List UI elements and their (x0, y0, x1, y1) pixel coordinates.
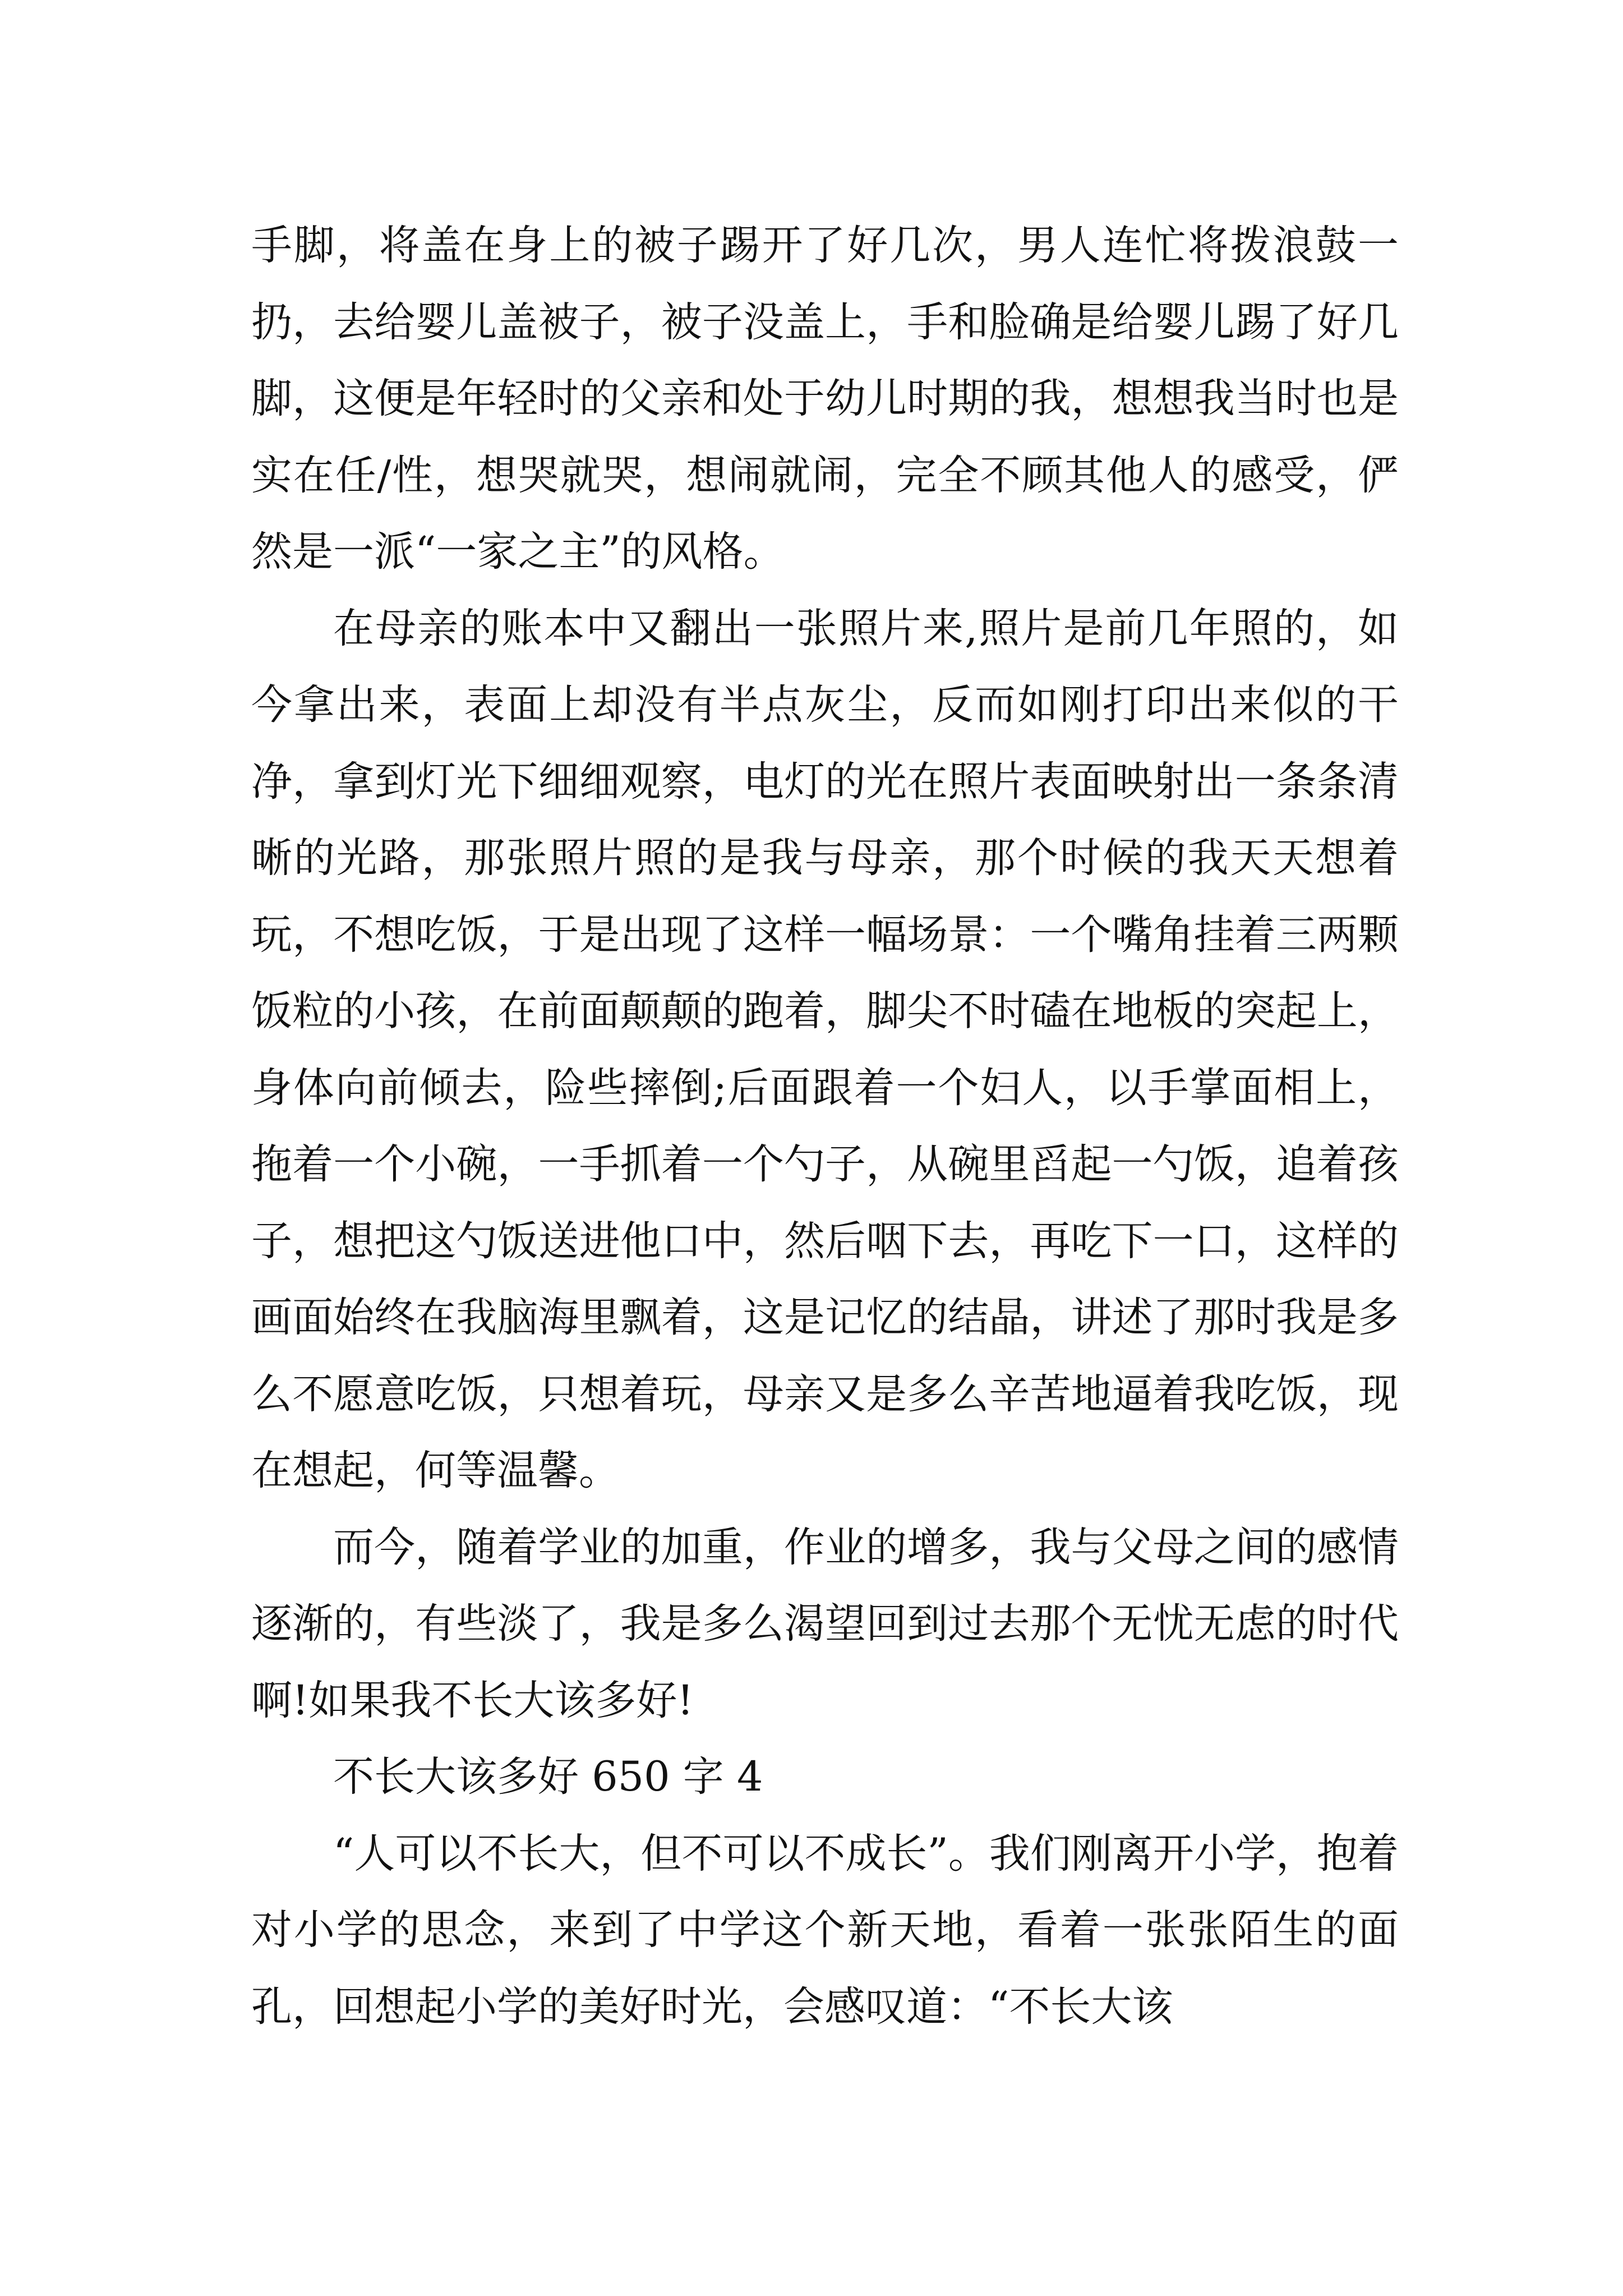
paragraph-photo-memory: 在母亲的账本中又翻出一张照片来,照片是前几年照的，如今拿出来，表面上却没有半点灰尘，反而如刚打印出来似的干净，拿到灯光下细细观察，电灯的光在照片表面映射出一条条清晰的光路，那张照片照的是我与母亲，那个时候的我天天想着玩，不想吃饭，于是出现了这样一幅场景：一个嘴角挂着三两颗饭粒的小孩，在前面颠颠的跑着，脚尖不时磕在地板的突起上，身体向前倾去，险些摔倒;后面跟着一个妇人，以手掌面相上，拖着一个小碗，一手抓着一个勺子，从碗里舀起一勺饭，追着孩子，想把这勺饭送进他口中，然后咽下去，再吃下一口，这样的画面始终在我脑海里飘着，这是记忆的结晶，讲述了那时我是多么不愿意吃饭，只想着玩，母亲又是多么辛苦地逼着我吃饭，现在想起，何等温馨。 (251, 604, 1399, 1494)
paragraph-present-day: 而今，随着学业的加重，作业的增多，我与父母之间的感情逐渐的，有些淡了，我是多么渴望回到过去那个无忧无虑的时代啊!如果我不长大该多好! (251, 1523, 1399, 1724)
paragraph-essay-4-opening: “人可以不长大，但不可以不成长”。我们刚离开小学，抱着对小学的思念，来到了中学这个新天地，看着一张张陌生的面孔，回想起小学的美好时光，会感叹道：“不长大该 (251, 1829, 1399, 2031)
document-body (251, 208, 1399, 2045)
section-heading: 不长大该多好 650 字 4 (333, 1753, 763, 1801)
paragraph-continuation: 手脚，将盖在身上的被子踢开了好几次，男人连忙将拨浪鼓一扔，去给婴儿盖被子，被子没盖上，手和脸确是给婴儿踢了好几脚，这便是年轻时的父亲和处于幼儿时期的我，想想我当时也是实在任/性，想哭就哭，想闹就闹，完全不顾其他人的感受，俨然是一派“一家之主”的风格。 (251, 222, 1399, 576)
